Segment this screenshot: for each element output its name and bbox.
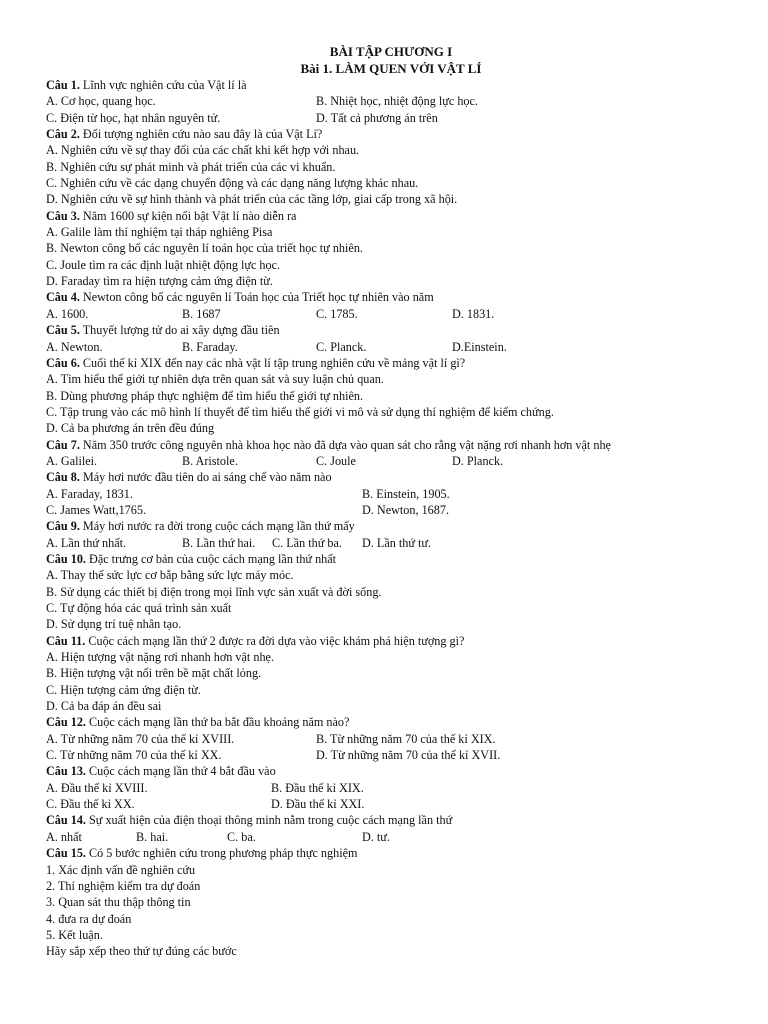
answer-option: C. ba.: [227, 829, 256, 844]
answer-option: C. Đầu thế kỉ XX.: [46, 797, 135, 812]
question-text: Cuộc cách mạng lần thứ ba bắt đầu khoảng năm nào?: [85, 715, 350, 730]
answer-option: A. Newton.: [46, 339, 103, 354]
answer-row: [46, 110, 736, 126]
answer-row: [46, 404, 736, 420]
answer-row: [46, 649, 736, 665]
answer-row: [46, 862, 736, 878]
answer-row: [46, 453, 736, 469]
answer-option: D. Faraday tìm ra hiện tượng cảm ứng điện từ.: [46, 274, 273, 289]
question-text: Sự xuất hiện của điện thoại thông minh nằm trong cuộc cách mạng lần thứ: [85, 813, 453, 828]
answer-row: [46, 911, 736, 927]
question-number: Câu 12.: [46, 715, 86, 730]
answer-option: C. Lần thứ ba.: [272, 535, 342, 550]
answer-option: B. Sử dụng các thiết bị điện trong mọi lĩnh vực sản xuất và đời sống.: [46, 584, 382, 599]
answer-row: [46, 584, 736, 600]
answer-option: B. Hiện tượng vật nổi trên bề mặt chất lỏng.: [46, 666, 262, 681]
answer-row: [46, 616, 736, 632]
question-number: Câu 5.: [46, 323, 80, 338]
answer-option: D. tư.: [362, 829, 390, 844]
answer-option: B. Lần thứ hai.: [182, 535, 256, 550]
answer-option: C. Joule: [316, 453, 356, 468]
answer-option: A. Lần thứ nhất.: [46, 535, 127, 550]
answer-option: D. Sử dụng trí tuệ nhân tạo.: [46, 617, 182, 632]
answer-option: C. Điện từ học, hạt nhân nguyên tử.: [46, 110, 221, 125]
question-number: Câu 3.: [46, 208, 80, 223]
answer-row: [46, 780, 736, 796]
answer-row: [46, 306, 736, 322]
question-text: Có 5 bước nghiên cứu trong phương pháp thực nghiệm: [85, 846, 358, 861]
answer-row: [46, 273, 736, 289]
question-text: Cuối thế kỉ XIX đến nay các nhà vật lí tập trung nghiên cứu về mảng vật lí gì?: [79, 355, 466, 370]
answer-option: 5. Kết luận.: [46, 927, 103, 942]
question-stem: [46, 469, 736, 485]
answer-row: [46, 731, 736, 747]
answer-row: [46, 159, 736, 175]
answer-option: A. Tìm hiểu thế giới tự nhiên dựa trên quan sát và suy luận chủ quan.: [46, 372, 384, 387]
answer-row: [46, 894, 736, 910]
answer-row: [46, 257, 736, 273]
question-number: Câu 11.: [46, 633, 86, 648]
question-number: Câu 8.: [46, 470, 80, 485]
answer-option: B. hai.: [136, 829, 169, 844]
answer-row: [46, 927, 736, 943]
answer-option: 2. Thí nghiệm kiểm tra dự đoán: [46, 878, 201, 893]
question-text: Máy hơi nước đầu tiên do ai sáng chế vào năm nào: [79, 470, 332, 485]
answer-option: C. Tự động hóa các quá trình sản xuất: [46, 601, 232, 615]
lesson-title: Bài 1. LÀM QUEN VỚI VẬT LÍ: [300, 60, 482, 76]
answer-option: A. nhất: [46, 829, 82, 844]
answer-option: D. Cả ba đáp án đều sai: [46, 699, 162, 714]
answer-option: A. Cơ học, quang học.: [46, 94, 156, 109]
answer-option: A. Từ những năm 70 của thế kỉ XVIII.: [46, 731, 235, 746]
answer-option: A. Galilei.: [46, 453, 98, 468]
answer-option: D. Đầu thế kỉ XXI.: [271, 797, 365, 812]
question-number: Câu 2.: [46, 127, 80, 142]
answer-option: A. Nghiên cứu về sự thay đổi của các chất khi kết hợp với nhau.: [46, 143, 360, 158]
answer-row: [46, 698, 736, 714]
question-stem: [46, 845, 736, 861]
answer-row: [46, 486, 736, 502]
answer-row: [46, 175, 736, 191]
answer-row: [46, 747, 736, 763]
answer-option: B. Dùng phương pháp thực nghiệm để tìm hiểu thế giới tự nhiên.: [46, 388, 364, 403]
question-text: Máy hơi nước ra đời trong cuộc cách mạng lần thứ mấy: [79, 519, 355, 534]
answer-option: D. Lần thứ tư.: [362, 535, 432, 550]
question-stem: [46, 289, 736, 305]
answer-option: B. Einstein, 1905.: [362, 486, 450, 501]
answer-option: B. Từ những năm 70 của thế kỉ XIX.: [316, 731, 496, 746]
answer-row: [46, 93, 736, 109]
answer-option: C. Tập trung vào các mô hình lí thuyết để tìm hiểu thế giới vi mô và sử dụng thí nghiệm để kiểm chứng.: [46, 404, 554, 419]
answer-option: A. Galile làm thí nghiệm tại tháp nghiêng Pisa: [46, 225, 273, 240]
question-stem: [46, 208, 736, 224]
worksheet-page: [46, 44, 736, 960]
answer-row: [46, 796, 736, 812]
answer-option: B. Newton công bố các nguyên lí toán học của triết học tự nhiên.: [46, 241, 363, 256]
question-number: Câu 10.: [46, 551, 86, 566]
question-stem: [46, 714, 736, 730]
question-stem: [46, 518, 736, 534]
answer-option: C. James Watt,1765.: [46, 502, 147, 517]
question-stem: [46, 355, 736, 371]
question-text: Cuộc cách mạng lần thứ 4 bắt đầu vào: [85, 764, 276, 779]
answer-option: C. 1785.: [316, 306, 358, 321]
answer-option: C. Hiện tượng cảm ứng điện từ.: [46, 682, 201, 697]
answer-option: Hãy sắp xếp theo thứ tự đúng các bước: [46, 944, 237, 959]
answer-row: [46, 388, 736, 404]
answer-row: [46, 420, 736, 436]
answer-option: A. 1600.: [46, 306, 89, 321]
question-number: Câu 6.: [46, 355, 80, 370]
answer-row: [46, 224, 736, 240]
question-stem: [46, 437, 736, 453]
question-text: Đối tượng nghiên cứu nào sau đây là của Vật Lí?: [79, 127, 323, 142]
answer-option: A. Đầu thế kỉ XVIII.: [46, 780, 148, 795]
answer-option: D. Newton, 1687.: [362, 502, 449, 517]
answer-option: B. 1687: [182, 306, 221, 321]
answer-option: B. Đầu thế kỉ XIX.: [271, 780, 364, 795]
question-number: Câu 14.: [46, 813, 86, 828]
question-number: Câu 1.: [46, 78, 80, 92]
answer-row: [46, 535, 736, 551]
answer-option: A. Thay thế sức lực cơ bắp bằng sức lực máy móc.: [46, 568, 294, 583]
answer-row: [46, 191, 736, 207]
answer-row: [46, 665, 736, 681]
question-number: Câu 9.: [46, 519, 80, 534]
answer-option: B. Nghiên cứu sự phát minh và phát triển của các vi khuẩn.: [46, 159, 336, 174]
answer-row: [46, 878, 736, 894]
question-number: Câu 7.: [46, 437, 80, 452]
question-text: Lĩnh vực nghiên cứu của Vật lí là: [79, 78, 247, 92]
question-text: Newton công bố các nguyên lí Toán học của Triết học tự nhiên vào năm: [79, 290, 434, 305]
question-text: Đặc trưng cơ bản của cuộc cách mạng lần thứ nhất: [85, 551, 337, 566]
answer-option: C. Nghiên cứu về các dạng chuyển động và các dạng năng lượng khác nhau.: [46, 176, 419, 191]
answer-option: 3. Quan sát thu thập thông tin: [46, 895, 191, 910]
answer-option: B. Nhiệt học, nhiệt động lực học.: [316, 94, 478, 109]
answer-option: C. Từ những năm 70 của thế kỉ XX.: [46, 748, 222, 763]
question-stem: [46, 812, 736, 828]
answer-option: 1. Xác định vấn đề nghiên cứu: [46, 862, 196, 877]
answer-row: [46, 567, 736, 583]
answer-row: [46, 600, 736, 616]
answer-option: B. Faraday.: [182, 339, 238, 354]
question-list: [46, 77, 736, 960]
question-text: Thuyết lượng tử do ai xây dựng đầu tiên: [79, 323, 280, 338]
answer-option: D. Nghiên cứu về sự hình thành và phát triển của các tầng lớp, giai cấp trong xã hội.: [46, 192, 458, 207]
question-stem: [46, 551, 736, 567]
answer-row: [46, 371, 736, 387]
answer-row: [46, 829, 736, 845]
answer-row: [46, 943, 736, 959]
answer-option: C. Planck.: [316, 339, 367, 354]
answer-option: D. Từ những năm 70 của thế kỉ XVII.: [316, 748, 501, 763]
answer-option: B. Aristole.: [182, 453, 238, 468]
answer-option: C. Joule tìm ra các định luật nhiệt động lực học.: [46, 257, 281, 272]
question-number: Câu 13.: [46, 764, 86, 779]
question-number: Câu 15.: [46, 846, 86, 861]
answer-row: [46, 240, 736, 256]
answer-option: A. Hiện tượng vật nặng rơi nhanh hơn vật nhẹ.: [46, 650, 275, 665]
question-stem: [46, 77, 736, 93]
question-stem: [46, 763, 736, 779]
answer-row: [46, 682, 736, 698]
question-stem: [46, 322, 736, 338]
question-stem: [46, 126, 736, 142]
answer-option: D. Cả ba phương án trên đều đúng: [46, 421, 215, 436]
question-text: Năm 350 trước công nguyên nhà khoa học nào đã dựa vào quan sát cho rằng vật nặng rơi nhanh hơn vật nhẹ: [79, 437, 611, 452]
answer-option: A. Faraday, 1831.: [46, 486, 133, 501]
answer-row: [46, 502, 736, 518]
question-text: Cuộc cách mạng lần thứ 2 được ra đời dựa vào việc khám phá hiện tượng gì?: [85, 633, 465, 648]
question-stem: [46, 633, 736, 649]
answer-option: D. 1831.: [452, 306, 495, 321]
worksheet-title: BÀI TẬP CHƯƠNG I: [329, 44, 453, 59]
answer-option: 4. đưa ra dự đoán: [46, 911, 132, 926]
question-number: Câu 4.: [46, 290, 80, 305]
question-text: Năm 1600 sự kiện nổi bật Vật lí nào diễn ra: [79, 208, 297, 223]
answer-option: D. Planck.: [452, 453, 504, 468]
answer-option: D.Einstein.: [452, 339, 507, 354]
answer-row: [46, 339, 736, 355]
answer-row: [46, 142, 736, 158]
answer-option: D. Tất cả phương án trên: [316, 110, 438, 125]
